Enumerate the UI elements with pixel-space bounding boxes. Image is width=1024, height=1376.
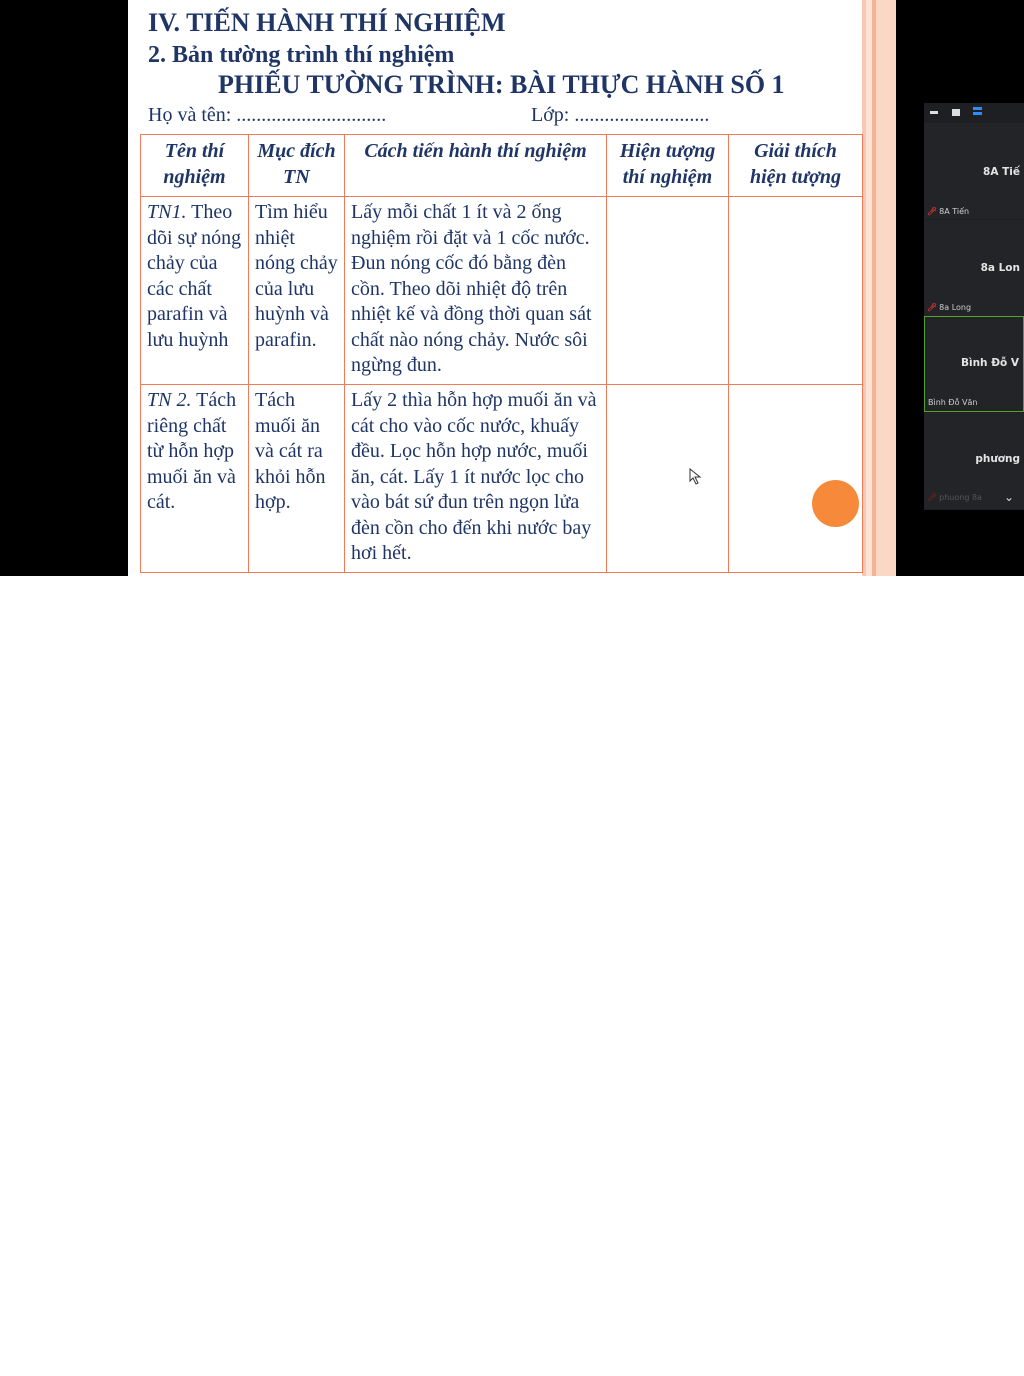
laser-pointer-dot bbox=[812, 480, 859, 527]
procedure-cell: Lấy mỗi chất 1 ít và 2 ống nghiệm rồi đặt và 1 cốc nước. Đun nóng cốc đó bằng đèn cồn. Theo dõi nhiệt độ trên nhiệt kế và đồng thời quan sát chất nào nóng chảy. Nước sôi ngừng đun. bbox=[345, 197, 607, 385]
subsection-title: 2. Bản tường trình thí nghiệm bbox=[148, 42, 455, 68]
meeting-participants-panel bbox=[924, 103, 1024, 510]
participant-name: phương bbox=[975, 453, 1020, 465]
muted-mic-icon: 🎤︎ bbox=[927, 493, 938, 502]
header-purpose: Mục đích TN bbox=[249, 135, 345, 197]
phenomenon-cell bbox=[607, 197, 729, 385]
slide-border-stripe bbox=[876, 0, 896, 576]
explanation-cell bbox=[729, 197, 863, 385]
header-explanation: Giải thích hiện tượng bbox=[729, 135, 863, 197]
participant-name: 8A Tiế bbox=[983, 166, 1020, 178]
participant-label: Bình Đỗ Văn bbox=[928, 398, 978, 407]
participant-label: 🎤︎ phuong 8a bbox=[927, 493, 982, 502]
participant-tile[interactable] bbox=[924, 413, 1024, 509]
table-row bbox=[141, 197, 863, 385]
gallery-view-icon[interactable] bbox=[952, 109, 960, 116]
participant-name: 8a Lon bbox=[980, 262, 1020, 274]
mouse-cursor-icon bbox=[689, 468, 703, 486]
report-table bbox=[140, 134, 863, 573]
header-experiment-name: Tên thí nghiệm bbox=[141, 135, 249, 197]
procedure-cell: Lấy 2 thìa hỗn hợp muối ăn và cát cho vào cốc nước, khuấy đều. Lọc hỗn hợp nước, muối ăn, cát. Lấy 1 ít nước lọc cho vào bát sứ đun trên ngọn lửa đèn cồn cho đến khi nước bay hơi hết. bbox=[345, 385, 607, 573]
class-field: Lớp: ........................... bbox=[531, 104, 710, 126]
table-row bbox=[141, 385, 863, 573]
experiment-number: TN1. bbox=[147, 201, 187, 223]
experiment-name-cell bbox=[141, 197, 249, 385]
participant-label: 🎤︎ 8A Tiến bbox=[927, 207, 970, 216]
experiment-number: TN 2. bbox=[147, 389, 192, 411]
phenomenon-cell bbox=[607, 385, 729, 573]
section-title: IV. TIẾN HÀNH THÍ NGHIỆM bbox=[148, 8, 506, 37]
muted-mic-icon: 🎤︎ bbox=[927, 207, 938, 216]
chevron-down-icon[interactable]: ⌄ bbox=[1004, 490, 1015, 504]
explanation-cell bbox=[729, 385, 863, 573]
table-header-row bbox=[141, 135, 863, 197]
student-name-field: Họ và tên: .............................. bbox=[148, 104, 387, 126]
experiment-name: Tách riêng chất từ hỗn hợp muối ăn và cát. bbox=[147, 389, 237, 513]
purpose-cell: Tách muối ăn và cát ra khỏi hỗn hợp. bbox=[249, 385, 345, 573]
experiment-name-cell bbox=[141, 385, 249, 573]
participant-tile-active-speaker[interactable] bbox=[924, 316, 1024, 412]
purpose-cell: Tìm hiểu nhiệt nóng chảy của lưu huỳnh và parafin. bbox=[249, 197, 345, 385]
header-phenomenon: Hiện tượng thí nghiệm bbox=[607, 135, 729, 197]
header-procedure: Cách tiến hành thí nghiệm bbox=[345, 135, 607, 197]
participant-tile[interactable] bbox=[924, 220, 1024, 316]
participant-tile[interactable] bbox=[924, 123, 1024, 219]
speaker-view-icon[interactable] bbox=[973, 107, 982, 117]
experiment-name: Theo dõi sự nóng chảy của các chất parafin và lưu huỳnh bbox=[147, 201, 242, 351]
minimize-icon[interactable] bbox=[930, 111, 938, 114]
report-sheet-title: PHIẾU TƯỜNG TRÌNH: BÀI THỰC HÀNH SỐ 1 bbox=[218, 70, 785, 99]
participant-name: Bình Đỗ V bbox=[960, 357, 1019, 369]
screen-share-area bbox=[0, 0, 1024, 576]
muted-mic-icon: 🎤︎ bbox=[927, 303, 938, 312]
participant-label: 🎤︎ 8a Long bbox=[927, 303, 972, 312]
